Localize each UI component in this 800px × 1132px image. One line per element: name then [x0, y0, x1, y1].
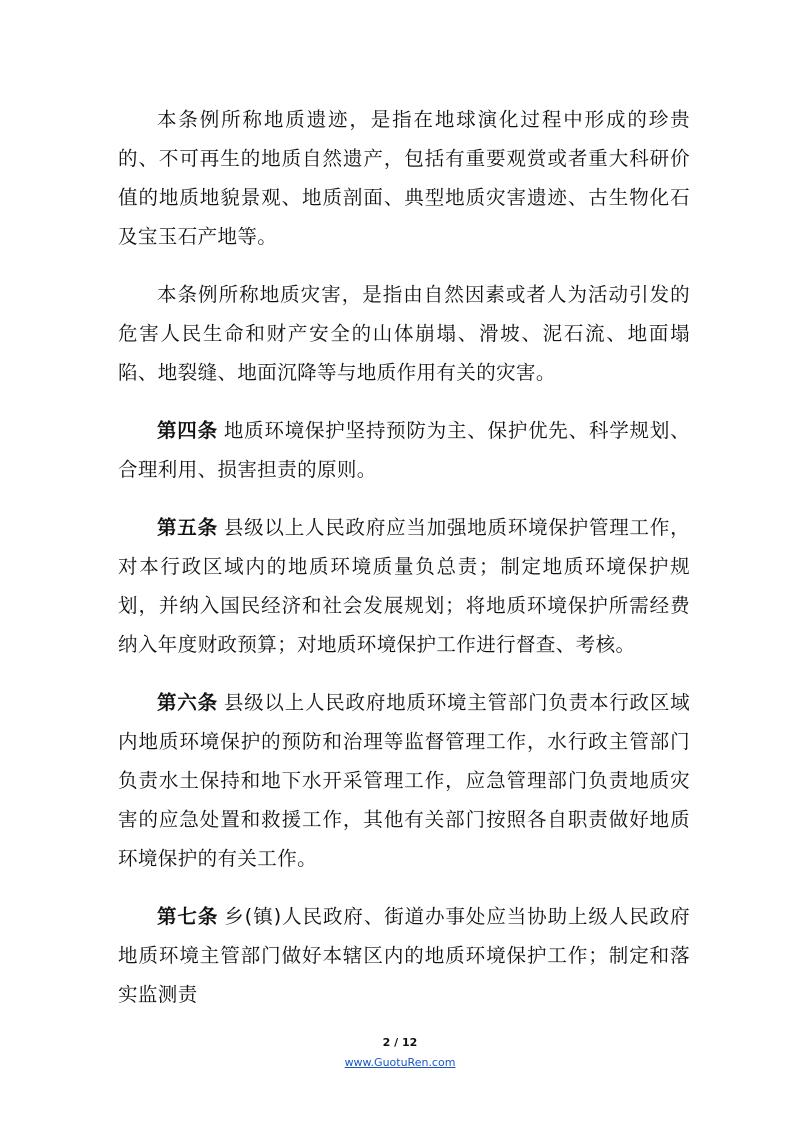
paragraph-geological-disaster-definition: [118, 275, 690, 392]
article-number: 第五条: [157, 516, 218, 539]
article-5: [118, 508, 690, 664]
article-text: 乡(镇)人民政府、街道办事处应当协助上级人民政府地质环境主管部门做好本辖区内的地质环境保护工作；制定和落实监测责: [118, 905, 690, 1006]
article-number: 第六条: [157, 691, 218, 714]
article-number: 第四条: [157, 419, 218, 442]
article-4: [118, 411, 690, 489]
article-text: 县级以上人民政府地质环境主管部门负责本行政区域内地质环境保护的预防和治理等监督管理工作，水行政主管部门负责水土保持和地下水开采管理工作，应急管理部门负责地质灾害的应急处置和救援工作，其他有关部门按照各自职责做好地质环境保护的有关工作。: [118, 691, 691, 870]
article-7: [118, 897, 690, 1014]
paragraph-geological-heritage-definition: [118, 100, 690, 256]
paragraph-text: 本条例所称地质遗迹，是指在地球演化过程中形成的珍贵的、不可再生的地质自然遗产，包括有重要观赏或者重大科研价值的地质地貌景观、地质剖面、典型地质灾害遗迹、古生物化石及宝玉石产地等。: [118, 108, 690, 248]
site-link[interactable]: www.GuotuRen.com: [344, 1056, 456, 1069]
paragraph-text: 本条例所称地质灾害，是指由自然因素或者人为活动引发的危害人民生命和财产安全的山体崩塌、滑坡、泥石流、地面塌陷、地裂缝、地面沉降等与地质作用有关的灾害。: [118, 283, 690, 384]
page-footer: [0, 1035, 800, 1071]
document-body: [118, 100, 690, 1033]
article-6: [118, 683, 690, 878]
page-number: 2 / 12: [382, 1036, 418, 1049]
article-number: 第七条: [157, 905, 219, 928]
article-text: 县级以上人民政府应当加强地质环境保护管理工作，对本行政区域内的地质环境质量负总责；制定地质环境保护规划，并纳入国民经济和社会发展规划；将地质环境保护所需经费纳入年度财政预算；对地质环境保护工作进行督查、考核。: [118, 516, 691, 656]
article-text: 地质环境保护坚持预防为主、保护优先、科学规划、合理利用、损害担责的原则。: [118, 419, 691, 481]
